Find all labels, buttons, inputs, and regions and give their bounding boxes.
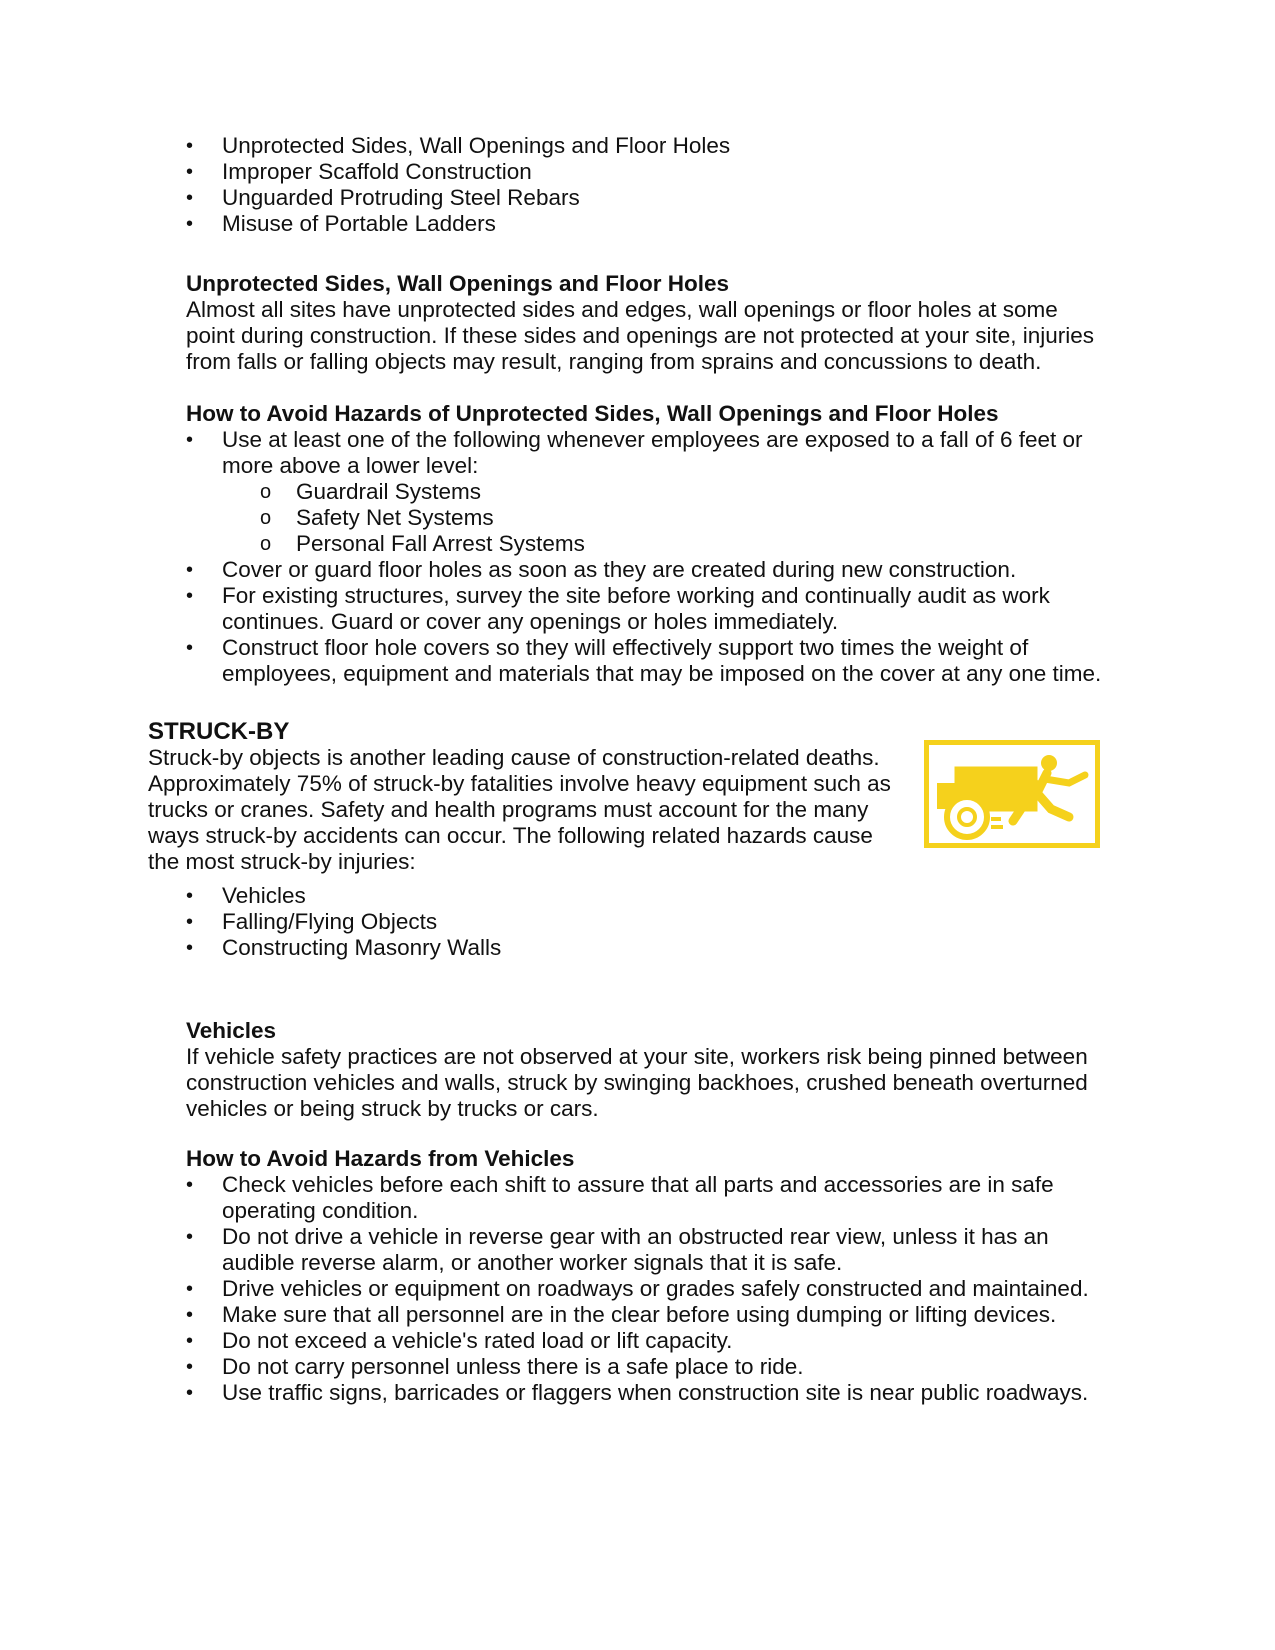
- list-item: • Vehicles: [186, 883, 501, 909]
- list-line: audible reverse alarm, or another worker signals that it is safe.: [222, 1250, 843, 1275]
- list-item: • Unprotected Sides, Wall Openings and Floor Holes: [186, 133, 730, 159]
- sub-list-item: o Personal Fall Arrest Systems: [260, 531, 1101, 557]
- paragraph-line: point during construction. If these sides and openings are not protected at your site, injuries: [186, 323, 1095, 348]
- paragraph-line: vehicles or being struck by trucks or cars.: [186, 1096, 599, 1121]
- paragraph-line: Approximately 75% of struck-by fatalities involve heavy equipment such as: [148, 771, 891, 796]
- hazard-list: [186, 133, 730, 237]
- list-line: employees, equipment and materials that may be imposed on the cover at any one time.: [222, 661, 1102, 686]
- list-item: [186, 1224, 1089, 1276]
- list-item: • Improper Scaffold Construction: [186, 159, 730, 185]
- list-item: [186, 427, 1101, 557]
- paragraph-line: the most struck-by injuries:: [148, 849, 416, 874]
- list-item: • Constructing Masonry Walls: [186, 935, 501, 961]
- list-line: • For existing structures, survey the site before working and continually audit as work: [222, 583, 1050, 608]
- list-item: • Falling/Flying Objects: [186, 909, 501, 935]
- paragraph-line: Almost all sites have unprotected sides and edges, wall openings or floor holes at some: [186, 297, 1058, 322]
- list-line: • Construct floor hole covers so they will effectively support two times the weight of: [222, 635, 1029, 660]
- avoid-list: [186, 427, 1101, 687]
- section-heading: How to Avoid Hazards from Vehicles: [186, 1146, 575, 1171]
- list-item: • Misuse of Portable Ladders: [186, 211, 730, 237]
- sub-list-item: o Safety Net Systems: [260, 505, 1101, 531]
- avoid-list: [186, 1172, 1089, 1406]
- vehicles-section: [186, 1018, 1088, 1122]
- list-item: • Do not carry personnel unless there is a safe place to ride.: [186, 1354, 1089, 1380]
- avoid-vehicles-section: [186, 1146, 1089, 1406]
- list-item: • Do not exceed a vehicle's rated load or lift capacity.: [186, 1328, 1089, 1354]
- paragraph-line: If vehicle safety practices are not observed at your site, workers risk being pinned between: [186, 1044, 1088, 1069]
- paragraph-line: construction vehicles and walls, struck by swinging backhoes, crushed beneath overturned: [186, 1070, 1088, 1095]
- struck-by-list: [186, 883, 501, 961]
- avoid-unprotected-section: [186, 401, 1101, 687]
- list-item: • Make sure that all personnel are in the clear before using dumping or lifting devices.: [186, 1302, 1089, 1328]
- list-line: more above a lower level:: [222, 453, 479, 478]
- paragraph-line: Struck-by objects is another leading cause of construction-related deaths.: [148, 745, 880, 770]
- list-line: continues. Guard or cover any openings or holes immediately.: [222, 609, 839, 634]
- vehicle-pedestrian-icon: [929, 745, 1095, 843]
- struck-by-vehicle-icon: [924, 740, 1100, 848]
- section-heading: How to Avoid Hazards of Unprotected Sides, Wall Openings and Floor Holes: [186, 401, 999, 426]
- list-item: • Unguarded Protruding Steel Rebars: [186, 185, 730, 211]
- struck-by-section: [148, 719, 908, 875]
- list-line: operating condition.: [222, 1198, 419, 1223]
- sub-list-item: o Guardrail Systems: [260, 479, 1101, 505]
- paragraph-line: from falls or falling objects may result, ranging from sprains and concussions to death.: [186, 349, 1042, 374]
- list-item: [186, 1172, 1089, 1224]
- section-heading: Unprotected Sides, Wall Openings and Floor Holes: [186, 271, 729, 296]
- paragraph-line: ways struck-by accidents can occur. The following related hazards cause: [148, 823, 873, 848]
- section-heading: Vehicles: [186, 1018, 277, 1043]
- sub-list: [222, 479, 1101, 557]
- unprotected-section: [186, 271, 1094, 375]
- list-item: • Drive vehicles or equipment on roadways or grades safely constructed and maintained.: [186, 1276, 1089, 1302]
- list-line: • Check vehicles before each shift to assure that all parts and accessories are in safe: [222, 1172, 1054, 1197]
- list-item: • Use traffic signs, barricades or flaggers when construction site is near public roadways.: [186, 1380, 1089, 1406]
- list-line: • Do not drive a vehicle in reverse gear with an obstructed rear view, unless it has an: [222, 1224, 1049, 1249]
- list-item: [186, 583, 1101, 635]
- list-line: • Use at least one of the following whenever employees are exposed to a fall of 6 feet or: [222, 427, 1083, 452]
- list-item: • Cover or guard floor holes as soon as they are created during new construction.: [186, 557, 1101, 583]
- section-title: STRUCK-BY: [148, 718, 290, 745]
- list-item: [186, 635, 1101, 687]
- paragraph-line: trucks or cranes. Safety and health programs must account for the many: [148, 797, 869, 822]
